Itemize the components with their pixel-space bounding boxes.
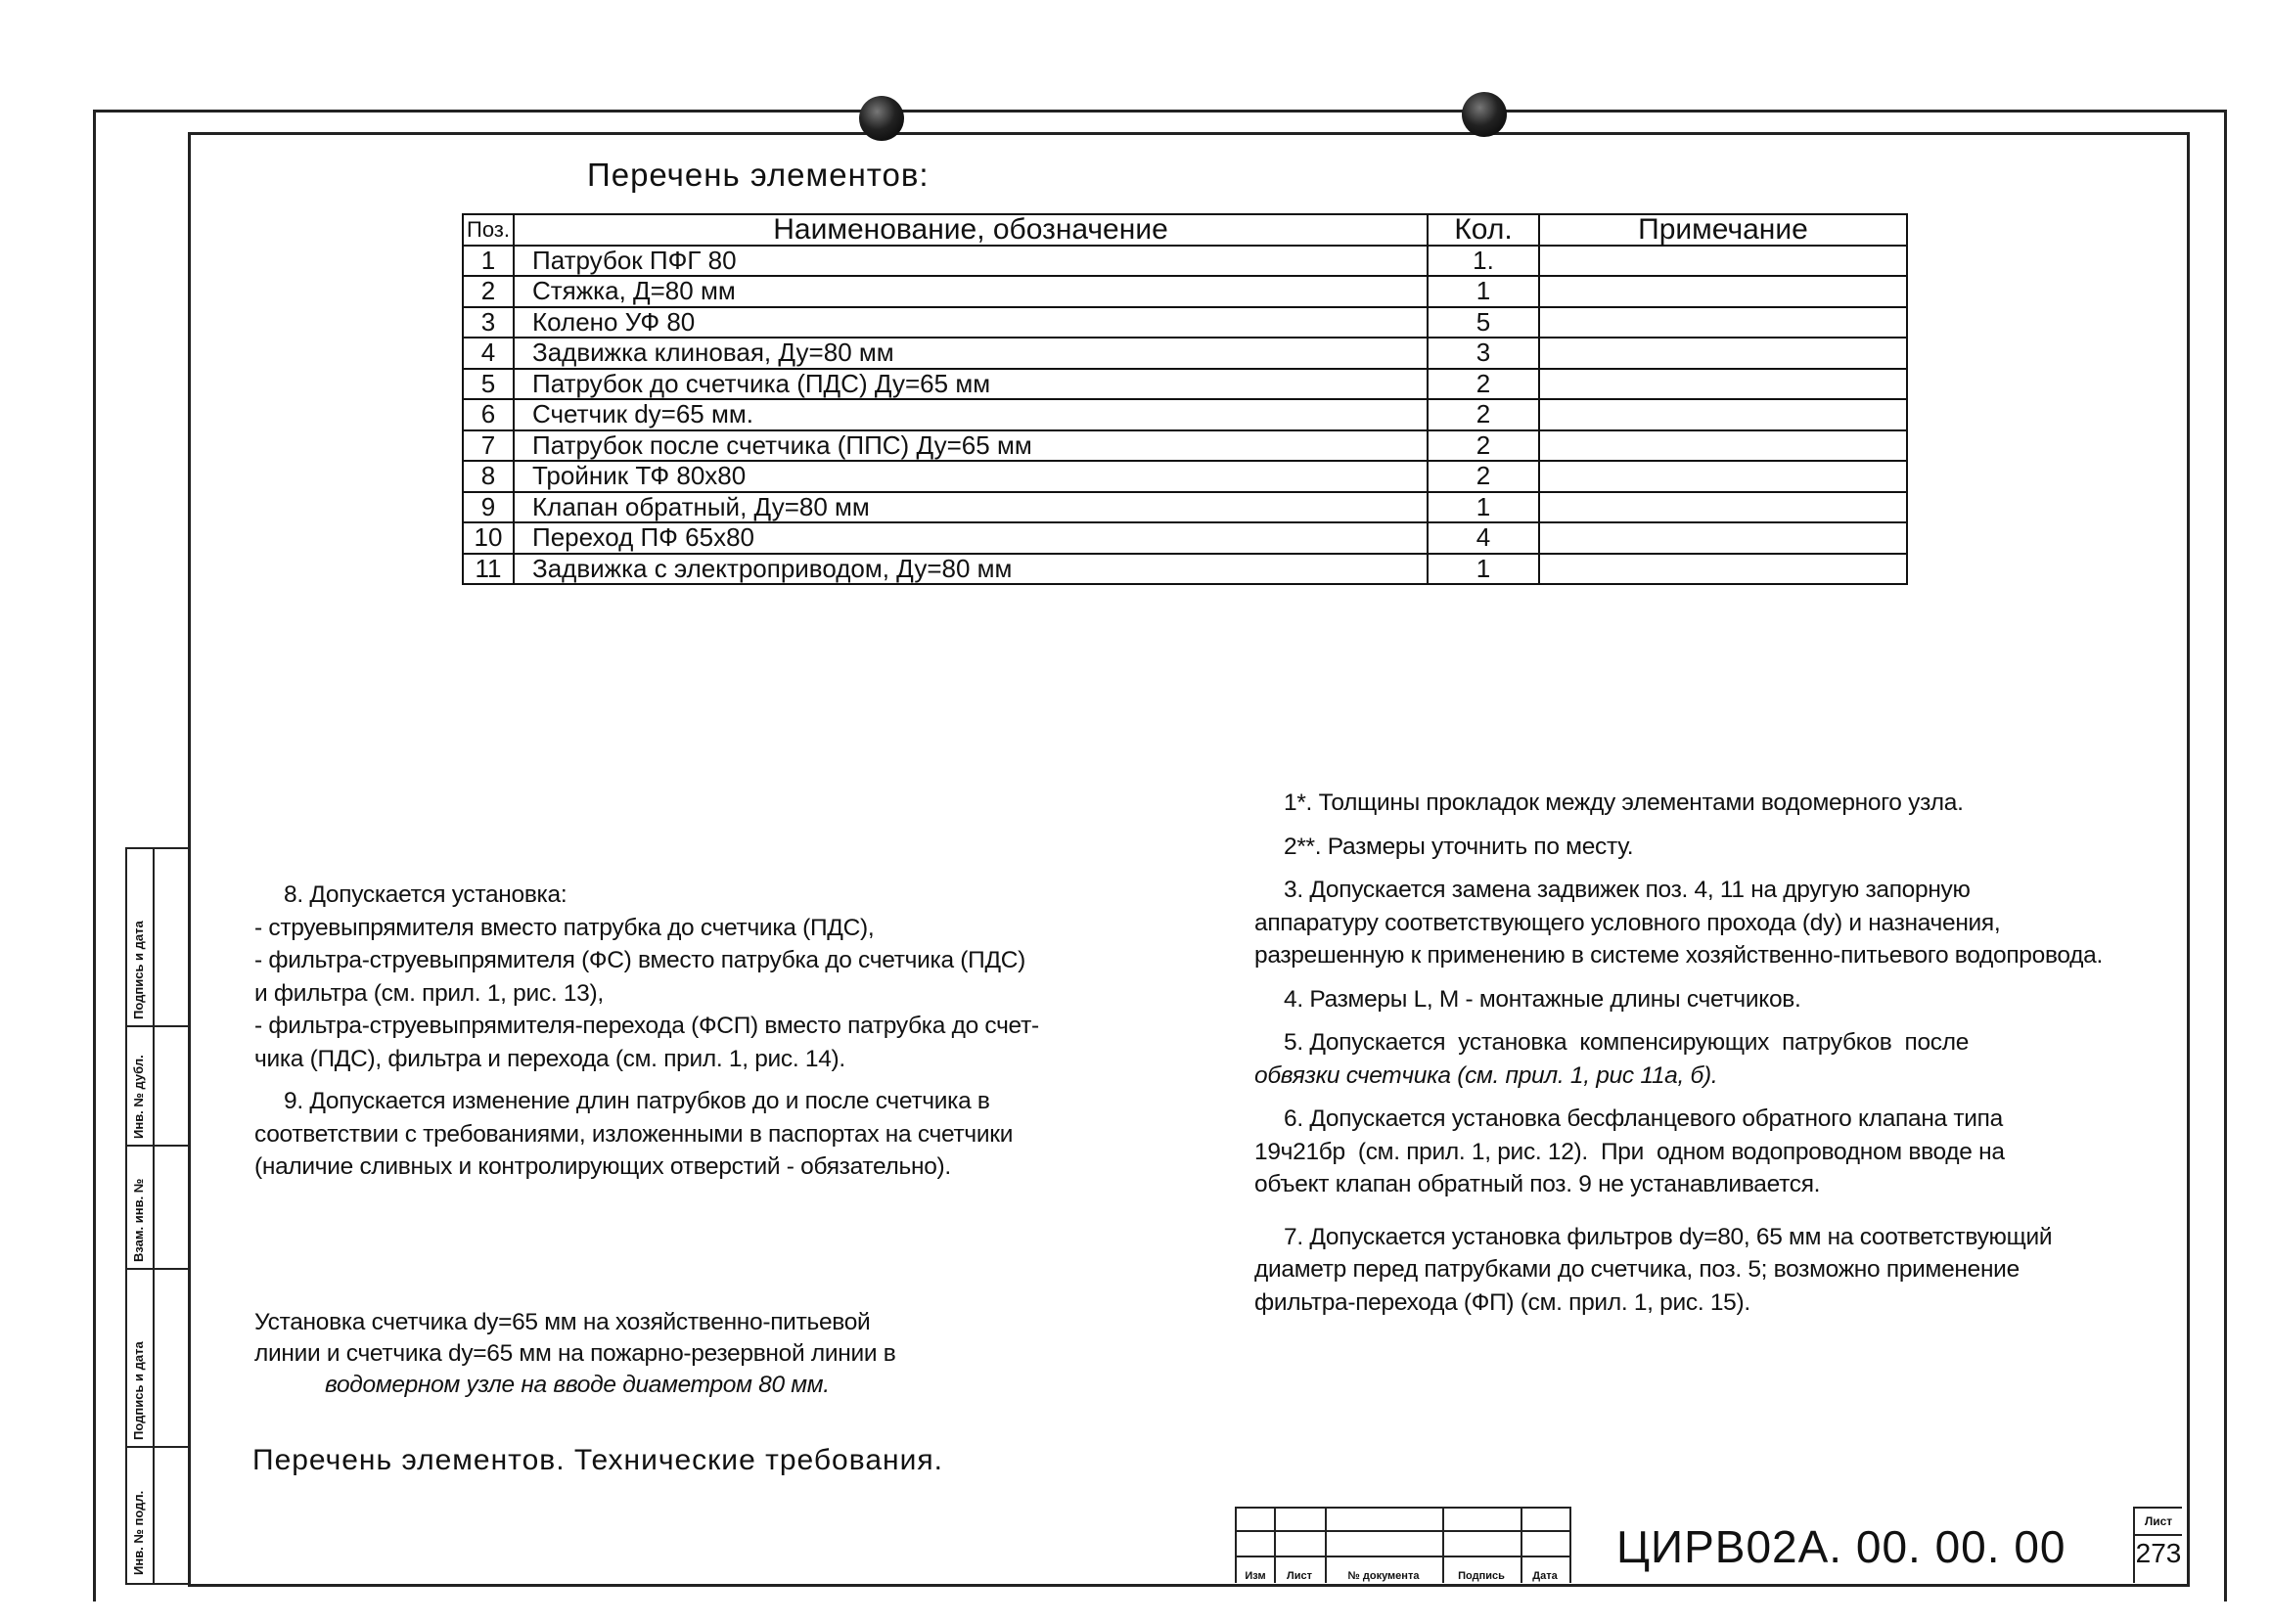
note-5-line: обвязки счетчика (см. прил. 1, рис 11а, б).: [1254, 1061, 1718, 1089]
table-row: [463, 276, 1907, 307]
cell-name: Патрубок ПФГ 80: [514, 246, 1428, 277]
stamp-label: Дата: [1532, 1570, 1558, 1582]
binder-hole-icon: [1462, 92, 1507, 137]
cell-qty: 1: [1428, 276, 1539, 307]
table-row: [463, 307, 1907, 338]
cell-name: Патрубок до счетчика (ПДС) Ду=65 мм: [514, 369, 1428, 400]
stamp-label: Подпись: [1458, 1570, 1505, 1582]
column-header-name: Наименование, обозначение: [514, 214, 1428, 246]
cell-qty: 1: [1428, 492, 1539, 523]
note-3-line: разрешенную к применению в системе хозяйственно-питьевого водопровода.: [1254, 942, 2103, 969]
cell-pos: 2: [463, 276, 514, 307]
cell-name: Задвижка клиновая, Ду=80 мм: [514, 338, 1428, 369]
cell-qty: 1.: [1428, 246, 1539, 277]
left-notes: [254, 879, 1115, 1184]
cell-name: Задвижка с электроприводом, Ду=80 мм: [514, 554, 1428, 585]
note-8-line: чика (ПДС), фильтра и перехода (см. прил. 1, рис. 14).: [254, 1045, 845, 1072]
side-strip-cell: [127, 1147, 188, 1270]
cell-note: [1539, 399, 1907, 430]
note-7-line: диаметр перед патрубками до счетчика, поз. 5; возможно применение: [1254, 1256, 2020, 1283]
note-8-line: - струевыпрямителя вместо патрубка до счетчика (ПДС),: [254, 914, 875, 941]
cell-pos: 11: [463, 554, 514, 585]
cell-qty: 2: [1428, 369, 1539, 400]
note-8-line: и фильтра (см. прил. 1, рис. 13),: [254, 979, 604, 1007]
column-header-pos: Поз.: [463, 214, 514, 246]
note-8-line: - фильтра-струевыпрямителя (ФС) вместо патрубка до счетчика (ПДС): [254, 947, 1025, 973]
note-7-line: фильтра-перехода (ФП) (см. прил. 1, рис. 15).: [1254, 1288, 1750, 1316]
note-8-title: 8. Допускается установка:: [284, 881, 568, 908]
cell-qty: 1: [1428, 554, 1539, 585]
note-3-line: 3. Допускается замена задвижек поз. 4, 11 на другую запорную: [1284, 877, 1971, 903]
cell-note: [1539, 492, 1907, 523]
table-row: [463, 554, 1907, 585]
drawing-caption: [254, 1307, 998, 1401]
column-header-note: Примечание: [1539, 214, 1907, 246]
note-8-line: - фильтра-струевыпрямителя-перехода (ФСП) вместо патрубка до счет-: [254, 1013, 1039, 1039]
side-strip-label: Инв. № дубл.: [131, 1055, 146, 1139]
table-row: [463, 399, 1907, 430]
cell-qty: 2: [1428, 461, 1539, 492]
cell-pos: 9: [463, 492, 514, 523]
cell-name: Клапан обратный, Ду=80 мм: [514, 492, 1428, 523]
table-row: [463, 461, 1907, 492]
cell-qty: 4: [1428, 522, 1539, 554]
cell-note: [1539, 369, 1907, 400]
table-row: [463, 338, 1907, 369]
cell-pos: 7: [463, 430, 514, 462]
note-5: [1254, 1026, 2155, 1092]
cell-pos: 8: [463, 461, 514, 492]
note-9-line: соответствии с требованиями, изложенными в паспортах на счетчики: [254, 1120, 1014, 1148]
column-header-qty: Кол.: [1428, 214, 1539, 246]
cell-note: [1539, 554, 1907, 585]
side-strip-label: Взам. инв. №: [131, 1178, 146, 1262]
caption-line: линии и счетчика dу=65 мм на пожарно-резервной линии в: [254, 1340, 896, 1367]
stamp-label: Изм: [1245, 1570, 1266, 1582]
note-7-line: 7. Допускается установка фильтров dу=80, 65 мм на соответствующий: [1284, 1223, 2053, 1250]
note-5-line: 5. Допускается установка компенсирующих патрубков после: [1284, 1029, 1970, 1056]
cell-name: Счетчик dу=65 мм.: [514, 399, 1428, 430]
right-notes: [1254, 787, 2155, 1330]
note-9-line: (наличие сливных и контролирующих отверстий - обязательно).: [254, 1153, 951, 1180]
cell-pos: 6: [463, 399, 514, 430]
note-3-line: аппаратуру соответствующего условного прохода (dу) и назначения,: [1254, 909, 2001, 936]
note-1: 1*. Толщины прокладок между элементами водомерного узла.: [1284, 789, 1964, 816]
cell-note: [1539, 522, 1907, 554]
sheet-label: Лист: [2135, 1509, 2182, 1536]
page-title: Перечень элементов:: [587, 157, 930, 193]
table-row: [463, 492, 1907, 523]
cell-qty: 2: [1428, 399, 1539, 430]
note-6-line: объект клапан обратный поз. 9 не устанавливается.: [1254, 1171, 1821, 1197]
side-strip-label: Подпись и дата: [131, 1341, 146, 1440]
table-row: [463, 246, 1907, 277]
side-strip-label: Подпись и дата: [131, 921, 146, 1019]
note-6: [1254, 1103, 2155, 1201]
title-block: [1235, 1507, 2184, 1581]
cell-qty: 2: [1428, 430, 1539, 462]
caption-line: Установка счетчика dу=65 мм на хозяйственно-питьевой: [254, 1309, 871, 1335]
cell-pos: 3: [463, 307, 514, 338]
caption-line: водомерном узле на вводе диаметром 80 мм.: [325, 1372, 830, 1398]
cell-pos: 5: [463, 369, 514, 400]
cell-name: Переход ПФ 65х80: [514, 522, 1428, 554]
elements-table: [462, 213, 1908, 585]
side-strip-cell: [127, 1448, 188, 1581]
note-4: 4. Размеры L, М - монтажные длины счетчиков.: [1284, 985, 1801, 1013]
sheet-box: [2133, 1507, 2182, 1583]
table-row: [463, 430, 1907, 462]
cell-name: Стяжка, Д=80 мм: [514, 276, 1428, 307]
stamp-label: № документа: [1347, 1570, 1420, 1582]
sheet-title: Перечень элементов. Технические требования.: [252, 1444, 943, 1476]
table-row: [463, 369, 1907, 400]
revision-grid: [1235, 1507, 1571, 1583]
note-6-line: 6. Допускается установка бесфланцевого обратного клапана типа: [1284, 1105, 2003, 1132]
cell-name: Колено УФ 80: [514, 307, 1428, 338]
note-7: [1254, 1221, 2155, 1320]
cell-qty: 3: [1428, 338, 1539, 369]
cell-note: [1539, 276, 1907, 307]
cell-note: [1539, 246, 1907, 277]
cell-name: Патрубок после счетчика (ППС) Ду=65 мм: [514, 430, 1428, 462]
cell-qty: 5: [1428, 307, 1539, 338]
cell-note: [1539, 430, 1907, 462]
note-9-line: 9. Допускается изменение длин патрубков до и после счетчика в: [284, 1088, 990, 1114]
cell-pos: 4: [463, 338, 514, 369]
table-header-row: [463, 214, 1907, 246]
document-number: ЦИРВ02А. 00. 00. 00: [1616, 1521, 2066, 1572]
cell-note: [1539, 461, 1907, 492]
side-strip: [125, 847, 190, 1585]
cell-pos: 10: [463, 522, 514, 554]
cell-pos: 1: [463, 246, 514, 277]
note-3: [1254, 874, 2155, 972]
table-row: [463, 522, 1907, 554]
cell-name: Тройник ТФ 80х80: [514, 461, 1428, 492]
note-6-line: 19ч21бр (см. прил. 1, рис. 12). При одном водопроводном вводе на: [1254, 1138, 2005, 1165]
note-2: 2**. Размеры уточнить по месту.: [1284, 833, 1634, 860]
sheet-number: 273: [2135, 1538, 2182, 1568]
binder-hole-icon: [859, 96, 904, 141]
side-strip-label: Инв. № подл.: [131, 1490, 146, 1575]
cell-note: [1539, 338, 1907, 369]
stamp-label: Лист: [1287, 1570, 1312, 1582]
cell-note: [1539, 307, 1907, 338]
